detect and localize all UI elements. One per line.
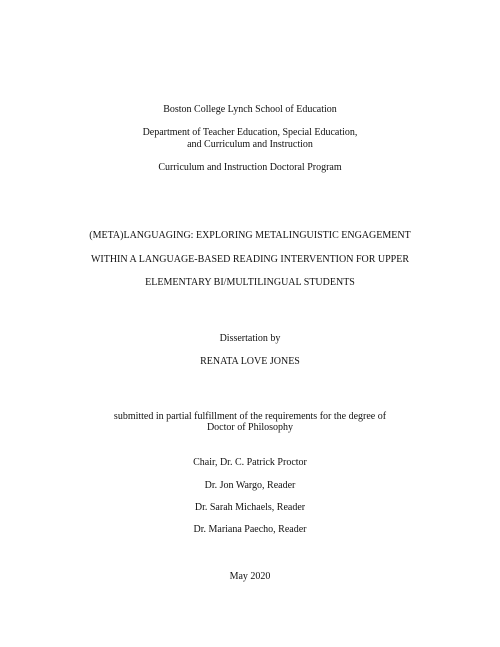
committee-chair: Chair, Dr. C. Patrick Proctor xyxy=(193,457,307,468)
department-line-1: Department of Teacher Education, Special Education, xyxy=(142,127,358,138)
committee-reader: Dr. Jon Wargo, Reader xyxy=(204,480,296,491)
dissertation-title-line-1: (META)LANGUAGING: EXPLORING METALINGUISTIC ENGAGEMENT xyxy=(89,230,411,241)
degree-name: Doctor of Philosophy xyxy=(206,422,294,433)
byline: Dissertation by xyxy=(219,333,281,344)
author-name: RENATA LOVE JONES xyxy=(200,356,300,367)
committee-reader: Dr. Sarah Michaels, Reader xyxy=(194,502,306,513)
dissertation-title-line-2: WITHIN A LANGUAGE-BASED READING INTERVENTION FOR UPPER xyxy=(90,254,410,265)
submission-date: May 2020 xyxy=(229,571,271,582)
school-name: Boston College Lynch School of Education xyxy=(163,104,337,115)
program-name: Curriculum and Instruction Doctoral Program xyxy=(158,162,342,173)
submission-statement: submitted in partial fulfillment of the requirements for the degree of xyxy=(113,411,387,422)
dissertation-title-line-3: ELEMENTARY BI/MULTILINGUAL STUDENTS xyxy=(145,277,355,288)
committee-reader: Dr. Mariana Paecho, Reader xyxy=(193,524,307,535)
department-line-2: and Curriculum and Instruction xyxy=(187,139,313,150)
